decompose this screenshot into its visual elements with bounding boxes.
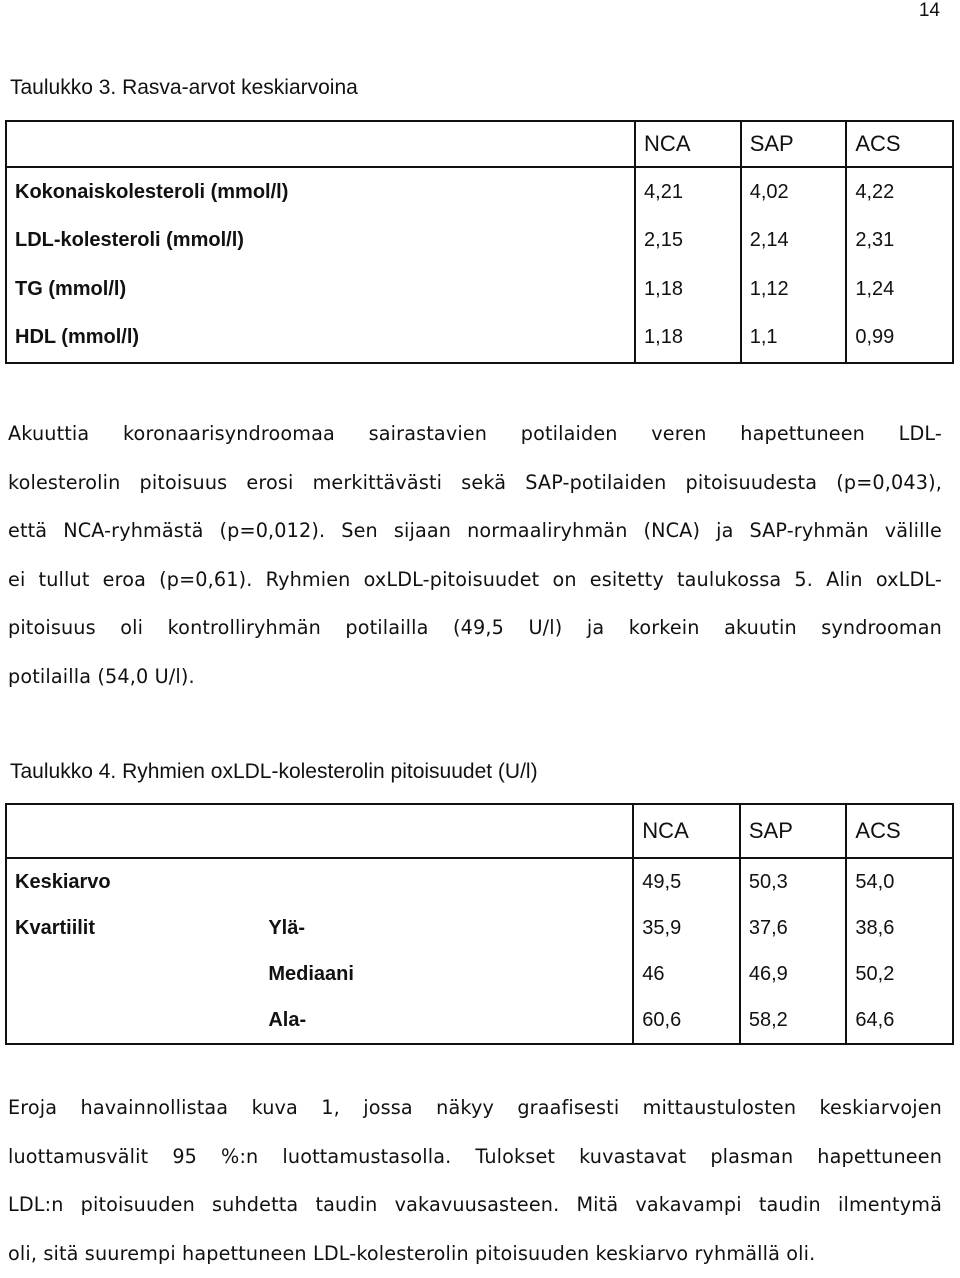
table-header-row	[6, 121, 953, 167]
table-row	[6, 314, 953, 363]
body-paragraph-2	[8, 1084, 942, 1278]
cell-acs: 1,24	[846, 265, 953, 313]
row-label	[6, 997, 260, 1044]
row-label	[6, 951, 260, 997]
row-label: LDL-kolesteroli (mmol/l)	[6, 217, 635, 265]
cell-nca: 60,6	[633, 997, 740, 1044]
cell-acs: 0,99	[846, 314, 953, 363]
cell-sap: 58,2	[740, 997, 847, 1044]
row-label: TG (mmol/l)	[6, 265, 635, 313]
oxldl-table	[5, 803, 954, 1045]
paragraph-line: luottamusvälit 95 %:n luottamustasolla. Tulokset kuvastavat plasman hapettuneen	[8, 1133, 942, 1182]
lipid-values-table	[5, 120, 954, 364]
cell-nca: 1,18	[635, 314, 741, 363]
cell-nca: 46	[633, 951, 740, 997]
table-row	[6, 265, 953, 313]
cell-nca: 35,9	[633, 905, 740, 951]
table4-caption: Taulukko 4. Ryhmien oxLDL-kolesterolin pitoisuudet (U/l)	[10, 760, 538, 784]
header-empty-cell	[6, 121, 635, 167]
row-label: Kvartiilit	[6, 905, 260, 951]
paragraph-line: ei tullut eroa (p=0,61). Ryhmien oxLDL-pitoisuudet on esitetty taulukossa 5. Alin oxLDL-	[8, 556, 942, 605]
paragraph-line: kolesterolin pitoisuus erosi merkittävästi sekä SAP-potilaiden pitoisuudesta (p=0,043),	[8, 459, 942, 508]
paragraph-line: LDL:n pitoisuuden suhdetta taudin vakavuusasteen. Mitä vakavampi taudin ilmentymä	[8, 1181, 942, 1230]
paragraph-line: Akuuttia koronaarisyndroomaa sairastavien potilaiden veren hapettuneen LDL-	[8, 410, 942, 459]
table-row	[6, 951, 953, 997]
cell-nca: 49,5	[633, 858, 740, 905]
row-label: HDL (mmol/l)	[6, 314, 635, 363]
cell-acs: 2,31	[846, 217, 953, 265]
paragraph-line: potilailla (54,0 U/l).	[8, 653, 942, 702]
header-acs: ACS	[846, 121, 953, 167]
row-sublabel: Mediaani	[260, 951, 633, 997]
header-acs: ACS	[846, 804, 953, 858]
cell-acs: 64,6	[846, 997, 953, 1044]
header-empty-cell	[260, 804, 633, 858]
cell-acs: 4,22	[846, 167, 953, 216]
table-row	[6, 858, 953, 905]
paragraph-line: Eroja havainnollistaa kuva 1, jossa näkyy graafisesti mittaustulosten keskiarvojen	[8, 1084, 942, 1133]
header-nca: NCA	[633, 804, 740, 858]
body-paragraph-1	[8, 410, 942, 701]
paragraph-line: että NCA-ryhmästä (p=0,012). Sen sijaan normaaliryhmän (NCA) ja SAP-ryhmän välille	[8, 507, 942, 556]
table-row	[6, 167, 953, 216]
header-empty-cell	[6, 804, 260, 858]
row-sublabel: Ala-	[260, 997, 633, 1044]
paragraph-line: oli, sitä suurempi hapettuneen LDL-kolesterolin pitoisuuden keskiarvo ryhmällä oli.	[8, 1230, 942, 1278]
cell-acs: 50,2	[846, 951, 953, 997]
page-number: 14	[919, 0, 940, 22]
row-sublabel: Ylä-	[260, 905, 633, 951]
cell-nca: 2,15	[635, 217, 741, 265]
cell-acs: 38,6	[846, 905, 953, 951]
table-row	[6, 217, 953, 265]
cell-nca: 1,18	[635, 265, 741, 313]
row-sublabel	[260, 858, 633, 905]
table-row	[6, 997, 953, 1044]
cell-sap: 1,12	[741, 265, 847, 313]
table-row	[6, 905, 953, 951]
cell-acs: 54,0	[846, 858, 953, 905]
table3-caption: Taulukko 3. Rasva-arvot keskiarvoina	[10, 76, 358, 100]
cell-sap: 2,14	[741, 217, 847, 265]
cell-sap: 46,9	[740, 951, 847, 997]
cell-nca: 4,21	[635, 167, 741, 216]
header-sap: SAP	[741, 121, 847, 167]
cell-sap: 4,02	[741, 167, 847, 216]
header-sap: SAP	[740, 804, 847, 858]
row-label: Kokonaiskolesteroli (mmol/l)	[6, 167, 635, 216]
row-label: Keskiarvo	[6, 858, 260, 905]
header-nca: NCA	[635, 121, 741, 167]
paragraph-line: pitoisuus oli kontrolliryhmän potilailla (49,5 U/l) ja korkein akuutin syndrooman	[8, 604, 942, 653]
cell-sap: 50,3	[740, 858, 847, 905]
table-header-row	[6, 804, 953, 858]
cell-sap: 37,6	[740, 905, 847, 951]
cell-sap: 1,1	[741, 314, 847, 363]
